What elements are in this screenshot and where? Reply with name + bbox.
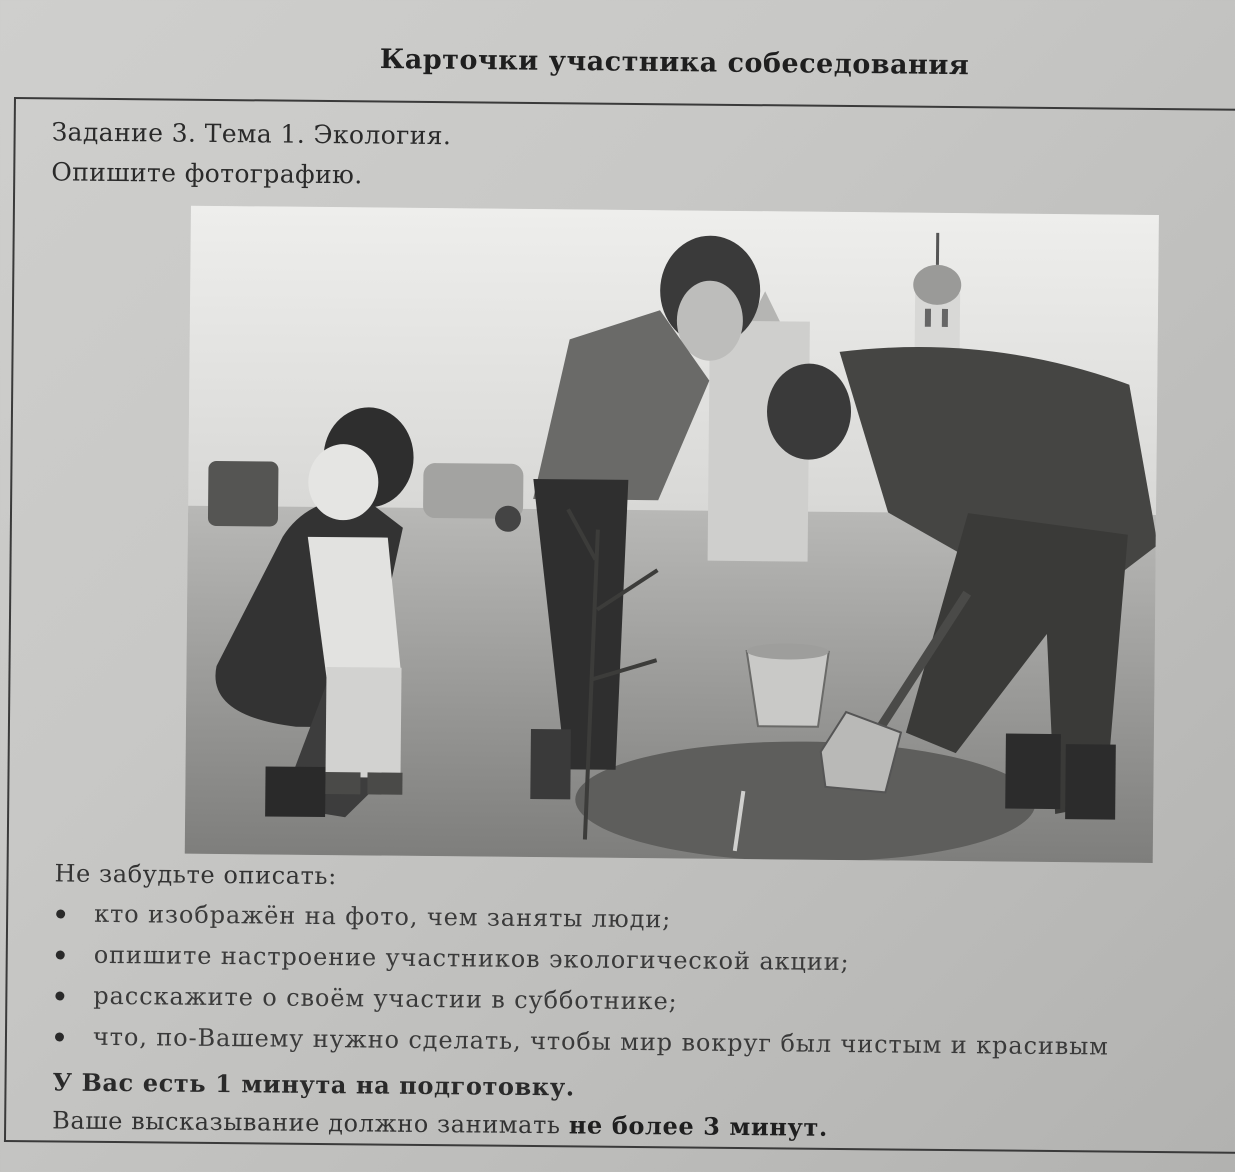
bullet-icon xyxy=(56,909,65,918)
speech-emphasis: не более 3 минут. xyxy=(568,1110,829,1142)
bullet-icon xyxy=(56,950,65,959)
task-instruction: Опишите фотографию. xyxy=(51,157,363,190)
photo-illustration xyxy=(185,206,1159,863)
list-item-text: кто изображён на фото, чем заняты люди; xyxy=(94,899,672,934)
speech-prefix: Ваше высказывание должно занимать xyxy=(52,1106,569,1140)
bullet-icon xyxy=(55,1032,64,1041)
bucket xyxy=(746,643,829,727)
speech-duration-note xyxy=(52,1105,828,1141)
prep-time-note: У Вас есть 1 минута на подготовку. xyxy=(52,1067,575,1102)
checklist-heading: Не забудьте описать: xyxy=(54,859,337,891)
checklist xyxy=(47,899,1110,1073)
bullet-icon xyxy=(55,991,64,1000)
list-item xyxy=(47,1022,1109,1073)
list-item-text: опишите настроение участников экологической акции; xyxy=(93,940,850,977)
task-title: Задание 3. Тема 1. Экология. xyxy=(51,117,452,151)
tree-planting-photo xyxy=(185,206,1159,863)
list-item-text: расскажите о своём участии в субботнике; xyxy=(93,981,678,1016)
task-card xyxy=(4,97,1235,1154)
page-header: Карточки участника собеседования xyxy=(379,44,970,82)
list-item-text: что, по-Вашему нужно сделать, чтобы мир вокруг был чистым и красивым xyxy=(92,1022,1109,1061)
